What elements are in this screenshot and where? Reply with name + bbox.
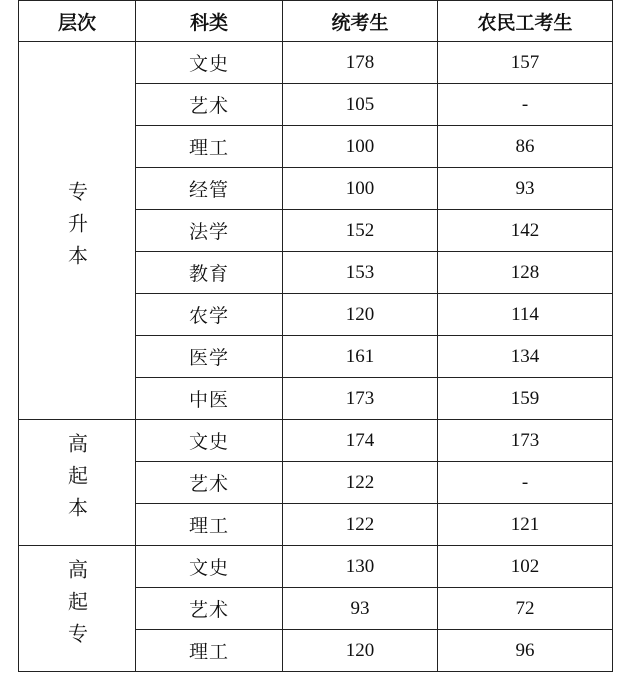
- migrant-score-cell: 128: [438, 252, 613, 294]
- level-label: 高起专: [64, 558, 89, 655]
- level-cell: [19, 420, 136, 546]
- subject-cell: 理工: [136, 504, 283, 546]
- regular-score-cell: 105: [283, 84, 438, 126]
- migrant-score-cell: 159: [438, 378, 613, 420]
- header-subject: 科类: [136, 1, 283, 42]
- regular-score-cell: 173: [283, 378, 438, 420]
- subject-cell: 医学: [136, 336, 283, 378]
- table-row: [19, 420, 613, 462]
- migrant-score-cell: 157: [438, 42, 613, 84]
- regular-score-cell: 152: [283, 210, 438, 252]
- migrant-score-cell: 96: [438, 630, 613, 672]
- regular-score-cell: 100: [283, 126, 438, 168]
- migrant-score-cell: 72: [438, 588, 613, 630]
- migrant-score-cell: 134: [438, 336, 613, 378]
- subject-cell: 理工: [136, 630, 283, 672]
- regular-score-cell: 153: [283, 252, 438, 294]
- level-cell: [19, 546, 136, 672]
- migrant-score-cell: -: [438, 84, 613, 126]
- level-label: 专升本: [64, 180, 89, 277]
- table-body: [19, 42, 613, 672]
- header-migrant-worker-students: 农民工考生: [438, 1, 613, 42]
- subject-cell: 法学: [136, 210, 283, 252]
- level-label: 高起本: [64, 432, 89, 529]
- subject-cell: 艺术: [136, 588, 283, 630]
- header-regular-students: 统考生: [283, 1, 438, 42]
- subject-cell: 农学: [136, 294, 283, 336]
- migrant-score-cell: 114: [438, 294, 613, 336]
- subject-cell: 文史: [136, 42, 283, 84]
- subject-cell: 文史: [136, 546, 283, 588]
- table-row: [19, 546, 613, 588]
- migrant-score-cell: 142: [438, 210, 613, 252]
- header-level: 层次: [19, 1, 136, 42]
- subject-cell: 经管: [136, 168, 283, 210]
- subject-cell: 艺术: [136, 84, 283, 126]
- migrant-score-cell: 173: [438, 420, 613, 462]
- regular-score-cell: 161: [283, 336, 438, 378]
- header-row: [19, 1, 613, 42]
- migrant-score-cell: 102: [438, 546, 613, 588]
- migrant-score-cell: 86: [438, 126, 613, 168]
- subject-cell: 文史: [136, 420, 283, 462]
- regular-score-cell: 130: [283, 546, 438, 588]
- subject-cell: 教育: [136, 252, 283, 294]
- migrant-score-cell: 121: [438, 504, 613, 546]
- score-table: [18, 0, 613, 672]
- subject-cell: 中医: [136, 378, 283, 420]
- level-cell: [19, 42, 136, 420]
- regular-score-cell: 174: [283, 420, 438, 462]
- subject-cell: 理工: [136, 126, 283, 168]
- regular-score-cell: 178: [283, 42, 438, 84]
- regular-score-cell: 93: [283, 588, 438, 630]
- regular-score-cell: 120: [283, 294, 438, 336]
- migrant-score-cell: -: [438, 462, 613, 504]
- regular-score-cell: 122: [283, 462, 438, 504]
- table-row: [19, 42, 613, 84]
- regular-score-cell: 122: [283, 504, 438, 546]
- subject-cell: 艺术: [136, 462, 283, 504]
- migrant-score-cell: 93: [438, 168, 613, 210]
- regular-score-cell: 120: [283, 630, 438, 672]
- regular-score-cell: 100: [283, 168, 438, 210]
